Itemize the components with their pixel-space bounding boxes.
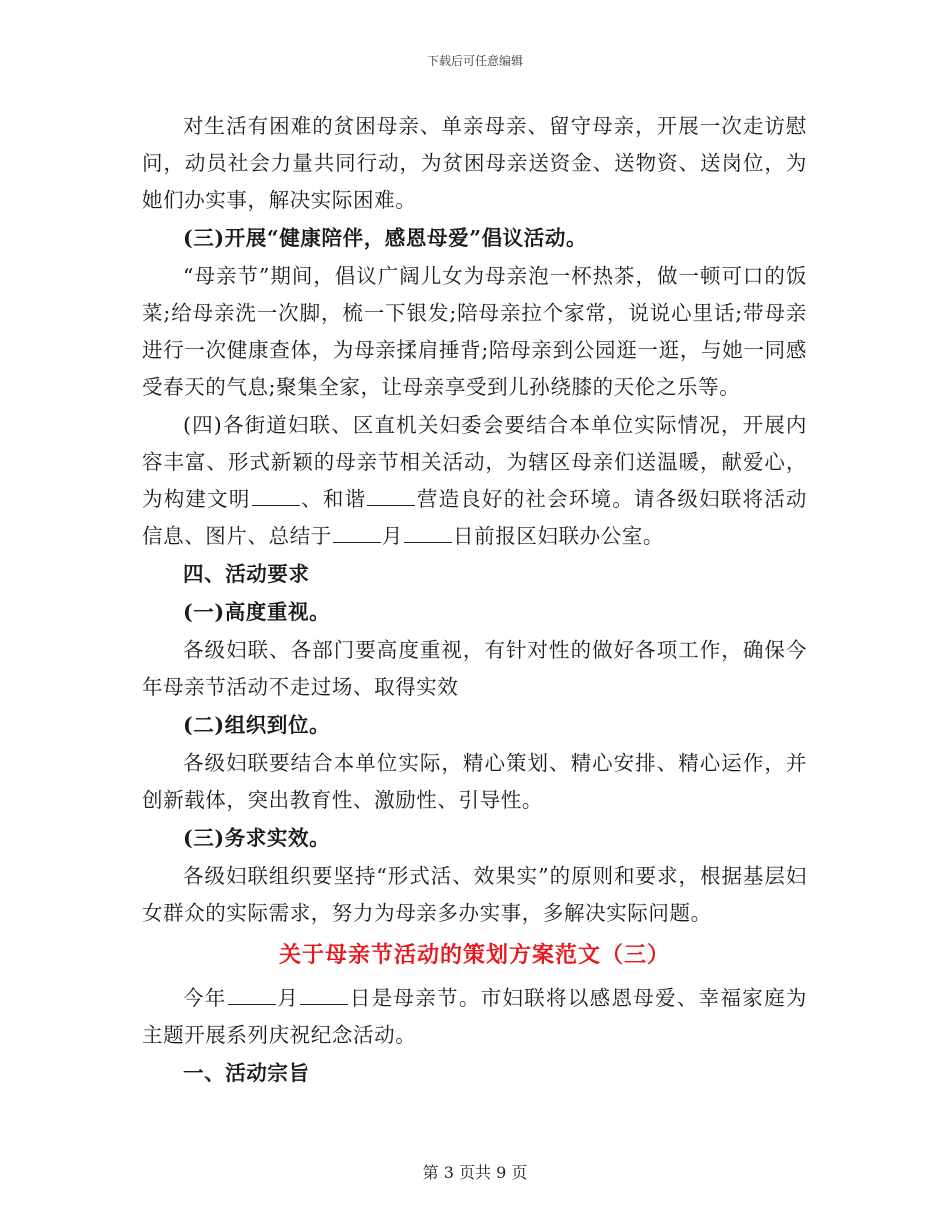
text-segment: 日前报区妇联办公室。 [453, 524, 665, 548]
text-segment: 月 [276, 986, 300, 1010]
blank-line [333, 524, 381, 543]
paragraph-visit-poor-mothers: 对生活有困难的贫困母亲、单亲母亲、留守母亲，开展一次走访慰问，动员社会力量共同行动，为贫困母亲送资金、送物资、送岗位，为她们办实事，解决实际困难。 [142, 114, 807, 212]
text-segment: (四)各街道妇联、区直机关妇委会要结合本单位实际情况，开展内容丰富、形式新颖的母亲节相关活动，为辖区母亲们送温暖，献爱心，为构建文明 [142, 413, 807, 511]
paragraph-effectiveness: 各级妇联组织要坚持“形式活、效果实”的原则和要求，根据基层妇女群众的实际需求，努力为母亲多办实事，多解决实际问题。 [142, 864, 807, 925]
blank-line [367, 487, 415, 506]
heading-organization: (二)组织到位。 [183, 713, 331, 737]
blank-line [300, 986, 348, 1005]
document-body [142, 108, 807, 1093]
heading-activity-requirements: 四、活动要求 [183, 562, 310, 586]
text-segment: 、和谐 [300, 487, 367, 511]
paragraph-high-attention: 各级妇联、各部门要高度重视，有针对性的做好各项工作，确保今年母亲节活动不走过场、取得实效 [142, 638, 807, 699]
paragraph-intro-mothers-day [142, 980, 807, 1054]
text-segment: 日是母亲节。市妇联将以感恩母爱、幸福家庭为主题开展系列庆祝纪念活动。 [142, 986, 807, 1047]
section-title: 关于母亲节活动的策划方案范文（三） [278, 942, 670, 968]
paragraph-organization: 各级妇联要结合本单位实际，精心策划、精心安排、精心运作，并创新载体，突出教育性、激励性、引导性。 [142, 751, 807, 812]
paragraph-mothers-day-initiative: “母亲节”期间，倡议广阔儿女为母亲泡一杯热茶，做一顿可口的饭菜;给母亲洗一次脚，梳一下银发;陪母亲拉个家常，说说心里话;带母亲进行一次健康查体，为母亲揉肩捶背;陪母亲到公园逛一逛，与她一同感受春天的气息;聚集全家，让母亲享受到儿孙绕膝的天伦之乐等。 [142, 264, 807, 399]
text-segment: 今年 [183, 986, 227, 1010]
blank-line [252, 487, 300, 506]
blank-line [228, 986, 276, 1005]
blank-line [404, 524, 452, 543]
heading-high-attention: (一)高度重视。 [183, 600, 331, 624]
heading-health-initiative: (三)开展“健康陪伴，感恩母爱”倡议活动。 [183, 226, 588, 250]
text-segment: 月 [381, 524, 404, 548]
heading-effectiveness: (三)务求实效。 [183, 826, 331, 850]
text-segment: 营造良好的社会环境。请各级妇联将活动信息、图片、总结于 [142, 487, 807, 548]
page-footer: 第 3 页共 9 页 [422, 1163, 528, 1182]
paragraph-street-federations [142, 407, 807, 555]
page-header: 下载后可任意编辑 [426, 54, 523, 68]
heading-activity-purpose: 一、活动宗旨 [183, 1061, 310, 1085]
